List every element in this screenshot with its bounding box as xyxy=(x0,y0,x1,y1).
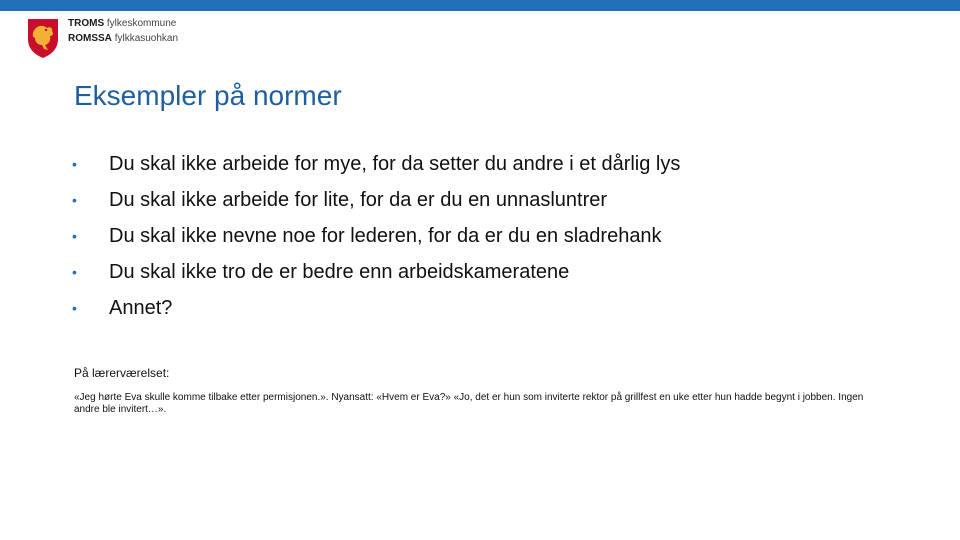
quote-paragraph: «Jeg hørte Eva skulle komme tilbake etter permisjonen.». Nyansatt: «Hvem er Eva?» «Jo, det er hun som inviterte rektor på grillfest en uke etter hun hadde begynt i jobben. Ingen andre ble invitert…». xyxy=(74,392,864,415)
bullet-item xyxy=(72,146,680,182)
bullet-text: Du skal ikke nevne noe for lederen, for da er du en sladrehank xyxy=(109,224,662,247)
top-accent-bar xyxy=(0,0,960,11)
brand-line2-rest: fylkkasuohkan xyxy=(114,33,179,44)
slide-title: Eksempler på normer xyxy=(74,80,342,111)
bullet-glyph: • xyxy=(72,192,77,208)
bullet-item xyxy=(72,290,680,326)
bullet-text: Du skal ikke tro de er bedre enn arbeidskameratene xyxy=(109,260,570,283)
bullet-item xyxy=(72,182,680,218)
organization-brand xyxy=(68,16,178,46)
bullet-glyph: • xyxy=(72,300,77,316)
bullet-text: Du skal ikke arbeide for lite, for da er du en unnasluntrer xyxy=(109,188,608,211)
brand-line1-rest: fylkeskommune xyxy=(106,18,177,29)
bullet-glyph: • xyxy=(72,228,77,244)
bullet-glyph: • xyxy=(72,264,77,280)
bullet-item xyxy=(72,254,680,290)
brand-line2-bold: ROMSSA xyxy=(68,33,112,44)
coat-of-arms-lion-icon xyxy=(26,17,60,59)
bullet-list xyxy=(72,146,680,326)
bullet-text: Annet? xyxy=(109,296,173,319)
bullet-item xyxy=(72,218,680,254)
bullet-text: Du skal ikke arbeide for mye, for da setter du andre i et dårlig lys xyxy=(109,152,681,175)
brand-line1-bold: TROMS xyxy=(68,18,105,29)
bullet-glyph: • xyxy=(72,156,77,172)
subheading: På lærerværelset: xyxy=(74,366,170,380)
